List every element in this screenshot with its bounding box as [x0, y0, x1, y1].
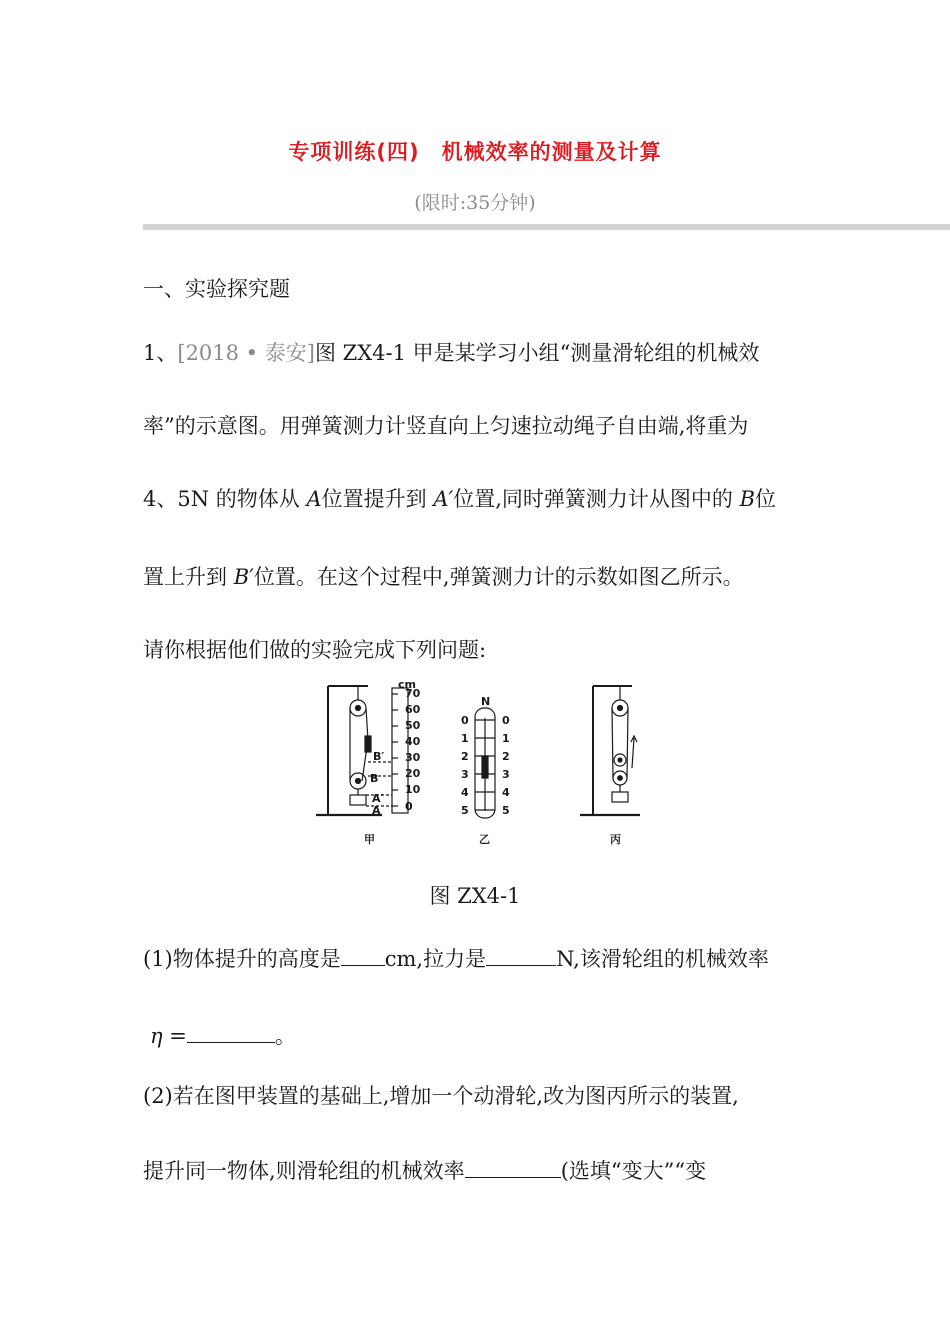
text-run: 置上升到	[143, 565, 234, 589]
sub-question-1	[143, 943, 769, 973]
figure-caption: 图 ZX4-1	[429, 884, 521, 908]
text-run: 位	[755, 487, 777, 511]
label-bing: 丙	[610, 833, 621, 846]
ruler-unit: cm	[398, 678, 416, 691]
ruler-tick-0: 0	[405, 800, 413, 813]
question-1-line-1	[143, 337, 759, 367]
meter-unit: N	[481, 695, 491, 708]
meter-tick-right-0: 0	[502, 714, 510, 727]
text-run: N,该滑轮组的机械效率	[556, 947, 769, 971]
apparatus-jia	[316, 686, 408, 815]
variable-b-prime: B′	[233, 565, 254, 589]
ruler-tick-10: 10	[405, 783, 421, 796]
variable-a-prime: A′	[433, 487, 454, 511]
sub-question-2-line-1: (2)若在图甲装置的基础上,增加一个动滑轮,改为图丙所示的装置,	[143, 1084, 739, 1108]
answer-blank-efficiency[interactable]	[187, 1021, 275, 1043]
label-b: B	[370, 772, 379, 785]
page-title: 专项训练(四) 机械效率的测量及计算	[288, 140, 662, 164]
question-1-line-5: 请你根据他们做的实验完成下列问题:	[143, 638, 487, 662]
ruler-tick-60: 60	[405, 703, 421, 716]
text-run: 4、5N 的物体从	[143, 487, 307, 511]
answer-blank-height[interactable]	[341, 944, 385, 966]
text-run: (选填“变大”“变	[560, 1159, 707, 1183]
meter-tick-right-4: 4	[502, 786, 510, 799]
label-a: A	[372, 804, 381, 817]
section-heading: 一、实验探究题	[143, 277, 290, 301]
variable-a: A	[306, 487, 322, 511]
eta-symbol: η	[150, 1024, 163, 1048]
meter-tick-left-1: 1	[461, 732, 469, 745]
text-run: 位置。在这个过程中,弹簧测力计的示数如图乙所示。	[253, 565, 744, 589]
text-run: 位置提升到	[321, 487, 434, 511]
text-run: (1)物体提升的高度是	[143, 947, 341, 971]
ruler-tick-40: 40	[405, 735, 421, 748]
question-1-line-2: 率”的示意图。用弹簧测力计竖直向上匀速拉动绳子自由端,将重为	[143, 414, 749, 438]
question-1-line-3	[143, 483, 776, 513]
text-run: 位置,同时弹簧测力计从图中的	[453, 487, 740, 511]
meter-tick-left-0: 0	[461, 714, 469, 727]
label-b-prime: B′	[373, 750, 385, 763]
label-a-prime: A′	[372, 792, 384, 805]
apparatus-bing	[580, 686, 640, 815]
sub-question-1-efficiency	[150, 1020, 296, 1050]
meter-tick-right-3: 3	[502, 768, 510, 781]
meter-tick-right-1: 1	[502, 732, 510, 745]
answer-blank-force[interactable]	[486, 944, 556, 966]
ruler-tick-50: 50	[405, 719, 421, 732]
answer-blank-efficiency-change[interactable]	[465, 1156, 561, 1178]
meter-tick-right-5: 5	[502, 804, 510, 817]
period: 。	[274, 1024, 296, 1048]
text-run: 提升同一物体,则滑轮组的机械效率	[143, 1159, 465, 1183]
question-1-line-4	[143, 561, 744, 591]
meter-tick-right-2: 2	[502, 750, 510, 763]
meter-tick-left-3: 3	[461, 768, 469, 781]
question-number: 1、	[143, 341, 178, 365]
ruler-tick-20: 20	[405, 767, 421, 780]
time-limit: (限时:35分钟)	[414, 192, 536, 214]
label-yi: 乙	[479, 833, 490, 846]
equals-sign: =	[162, 1024, 187, 1048]
meter-tick-left-4: 4	[461, 786, 469, 799]
sub-question-2-line-2	[143, 1155, 706, 1185]
question-text: 图 ZX4-1 甲是某学习小组“测量滑轮组的机械效	[314, 341, 760, 365]
meter-tick-left-2: 2	[461, 750, 469, 763]
text-run: cm,拉力是	[384, 947, 487, 971]
apparatus-yi	[475, 708, 495, 818]
variable-b: B	[739, 487, 756, 511]
header-divider	[143, 224, 950, 230]
question-source: [2018 • 泰安]	[177, 341, 315, 365]
ruler-tick-70: 70	[405, 687, 421, 700]
meter-tick-left-5: 5	[461, 804, 469, 817]
label-jia: 甲	[364, 833, 375, 846]
pulley-figure	[310, 678, 670, 853]
ruler-tick-30: 30	[405, 751, 421, 764]
